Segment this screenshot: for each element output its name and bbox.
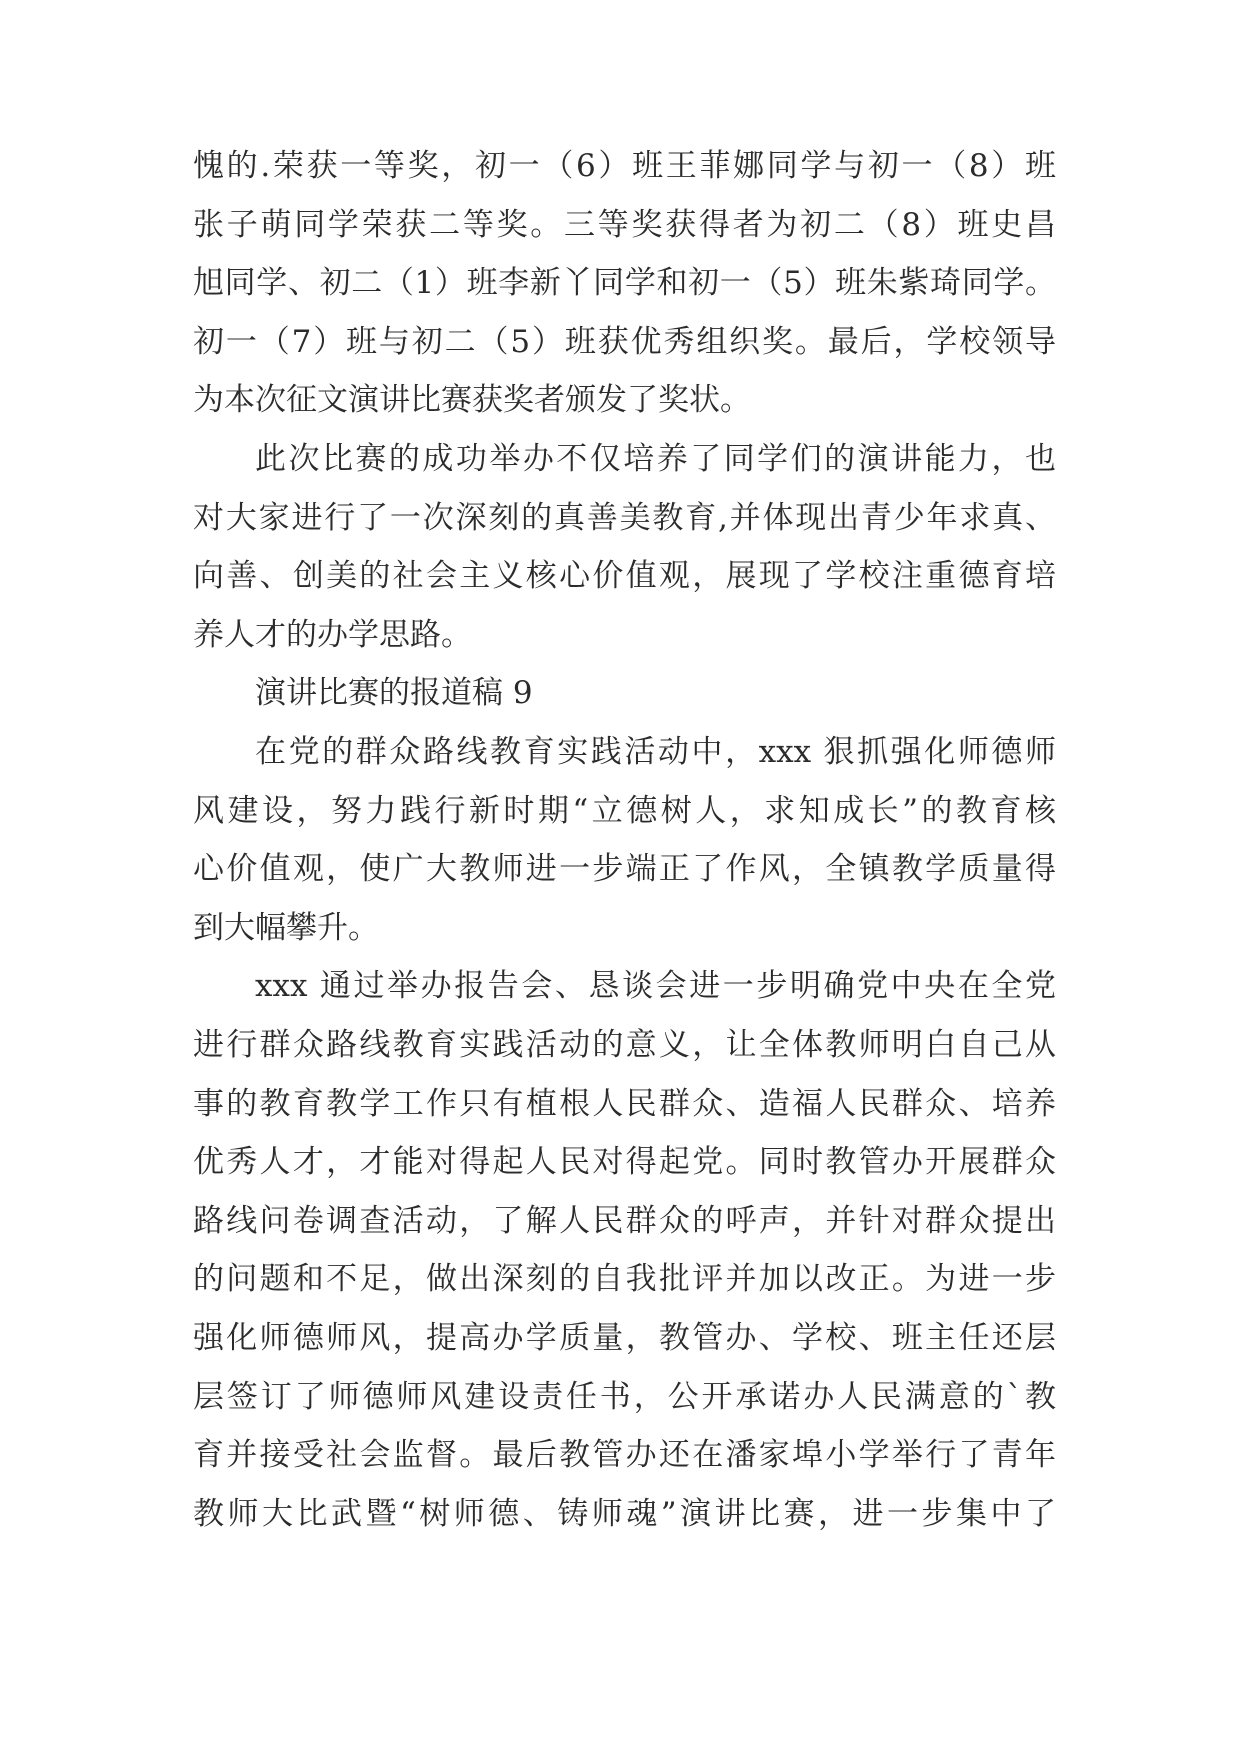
text-line: 在党的群众路线教育实践活动中，xxx 狠抓强化师德师 [255,734,1056,770]
text-line: 心价值观，使广大教师进一步端正了作风，全镇教学质量得 [193,851,1056,888]
text-line: 为本次征文演讲比赛获奖者颁发了奖状。 [193,382,751,419]
text-line: 养人才的办学思路。 [193,616,472,653]
text-line: 愧的.荣获一等奖，初一（6）班王菲娜同学与初一（8）班 [193,148,1056,184]
text-line: 初一（7）班与初二（5）班获优秀组织奖。最后，学校领导 [193,323,1056,360]
text-line: 路线问卷调查活动，了解人民群众的呼声，并针对群众提出 [193,1202,1056,1239]
text-line: 层签订了师德师风建设责任书，公开承诺办人民满意的`教 [193,1378,1056,1415]
text-line: 张子萌同学荣获二等奖。三等奖获得者为初二（8）班史昌 [193,206,1056,243]
text-line: 事的教育教学工作只有植根人民群众、造福人民群众、培养 [193,1085,1056,1122]
text-line: 育并接受社会监督。最后教管办还在潘家埠小学举行了青年 [193,1437,1056,1474]
text-line: 到大幅攀升。 [193,909,379,946]
text-line: 风建设，努力践行新时期“立德树人，求知成长”的教育核 [193,792,1056,829]
text-line: 优秀人才，才能对得起人民对得起党。同时教管办开展群众 [193,1144,1056,1181]
text-line: 强化师德师风，提高办学质量，教管办、学校、班主任还层 [193,1320,1056,1356]
text-line: 此次比赛的成功举办不仅培养了同学们的演讲能力，也 [255,441,1056,477]
text-line: 进行群众路线教育实践活动的意义，让全体教师明白自己从 [193,1027,1056,1063]
text-line: 演讲比赛的报道稿 9 [255,675,533,712]
text-line: 向善、创美的社会主义核心价值观，展现了学校注重德育培 [193,558,1056,595]
text-line: 教师大比武暨“树师德、铸师魂”演讲比赛，进一步集中了 [193,1495,1056,1532]
text-line: 对大家进行了一次深刻的真善美教育,并体现出青少年求真、 [193,499,1056,536]
text-line: 的问题和不足，做出深刻的自我批评并加以改正。为进一步 [193,1261,1056,1298]
text-line: xxx 通过举办报告会、恳谈会进一步明确党中央在全党 [255,968,1056,1005]
text-line: 旭同学、初二（1）班李新丫同学和初一（5）班朱紫琦同学。 [193,265,1056,302]
